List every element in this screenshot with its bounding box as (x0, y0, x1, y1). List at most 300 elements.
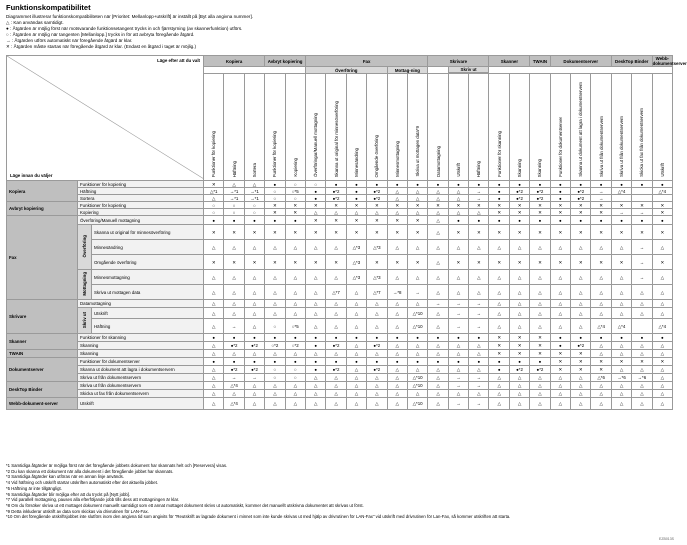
printer-sub-skriv-ut: Skriv ut (448, 67, 489, 73)
compat-cell: → (632, 270, 652, 285)
compat-cell: △ (611, 270, 631, 285)
compat-cell: ● (469, 181, 489, 188)
compat-cell: ✕ (611, 255, 631, 270)
compat-cell: ✕ (571, 225, 591, 240)
compat-cell: ●*2 (571, 195, 591, 202)
footnote: *8 Om du försöker skriva ut ett mottaget dokument manuellt samtidigt som ett annat mottaget dokument skrivs ut automatiskt, kommer det manuellt utskrivna dokumentet att skrivas ut först. (6, 502, 364, 508)
compat-cell: △ (346, 374, 366, 382)
compat-cell: ● (428, 358, 448, 366)
compat-cell: ● (244, 216, 264, 225)
compat-cell: ●*2 (367, 195, 387, 202)
compat-cell: △ (387, 300, 407, 308)
column-header-label: Utskrift (659, 163, 665, 177)
compat-cell: △ (224, 285, 244, 300)
compat-cell: ○ (204, 202, 224, 209)
compat-cell: ●*2 (367, 366, 387, 374)
compat-cell: ● (326, 181, 346, 188)
column-header (469, 74, 489, 181)
compat-cell: ✕ (550, 358, 570, 366)
compat-cell: △ (509, 240, 529, 255)
table-row (7, 350, 673, 358)
compat-cell: → (632, 255, 652, 270)
compat-cell: ○ (285, 366, 305, 374)
compat-cell: ✕ (265, 202, 285, 209)
row-function: Minnesändring (92, 240, 204, 255)
compat-cell: → (469, 308, 489, 319)
compat-cell: ○ (204, 209, 224, 216)
compat-cell: △ (652, 308, 672, 319)
compat-cell: ✕ (387, 255, 407, 270)
compat-cell: △ (204, 240, 224, 255)
compat-cell: ✕ (204, 181, 224, 188)
row-function: Häftning (92, 319, 204, 334)
compat-cell: ✕ (550, 255, 570, 270)
table-row (7, 374, 673, 382)
compat-cell: ✕ (367, 255, 387, 270)
compat-cell: → (469, 300, 489, 308)
compat-cell: △ (428, 188, 448, 195)
compat-cell: ✕ (571, 209, 591, 216)
compat-cell: ● (244, 358, 264, 366)
compat-cell: ✕ (611, 202, 631, 209)
compat-cell: △ (265, 382, 285, 390)
compat-cell: △ (611, 300, 631, 308)
column-header-label: Funktioner för skanning (496, 131, 502, 177)
compat-cell: △ (448, 285, 468, 300)
compat-cell: → (469, 188, 489, 195)
row-function: Häftning (78, 188, 204, 195)
compat-cell: ✕ (509, 255, 529, 270)
compat-cell: △ (326, 300, 346, 308)
compat-cell: △ (407, 300, 427, 308)
row-function: Skicka ut fax från dokumentservern (78, 390, 204, 398)
row-subcategory (78, 225, 92, 270)
compat-cell: △ (611, 308, 631, 319)
compat-cell: ✕ (591, 202, 611, 209)
compat-cell: △*4 (591, 319, 611, 334)
compat-cell: △ (571, 319, 591, 334)
compat-cell: → (224, 374, 244, 382)
compat-cell: ✕ (305, 202, 325, 209)
compat-cell: ✕ (550, 225, 570, 240)
compat-cell: △ (305, 319, 325, 334)
compat-cell: △ (591, 285, 611, 300)
compat-cell: △ (244, 270, 264, 285)
table-row (7, 390, 673, 398)
compat-cell: ●*2 (224, 366, 244, 374)
table-row (7, 202, 673, 209)
compat-cell: ●*2 (326, 342, 346, 350)
intro-line: △ : Kan användas samtidigt. (6, 20, 64, 26)
footnote: *5 Häftning är inte tillgängligt. (6, 485, 62, 491)
compat-cell: ○ (265, 366, 285, 374)
compat-cell: △ (407, 195, 427, 202)
table-row (7, 209, 673, 216)
row-category: Fax (7, 216, 78, 300)
compat-cell: ● (591, 181, 611, 188)
compat-cell: △*4 (611, 188, 631, 195)
compat-cell: ●*2 (509, 366, 529, 374)
compat-cell: △ (428, 270, 448, 285)
compat-cell: △ (387, 398, 407, 410)
row-category: Skanner (7, 334, 78, 350)
compat-cell: △ (591, 382, 611, 390)
compat-cell: ✕ (571, 202, 591, 209)
compat-cell: △ (469, 342, 489, 350)
compat-cell: △ (509, 382, 529, 390)
compat-cell: △ (632, 398, 652, 410)
compat-cell: ● (611, 334, 631, 342)
compat-cell: △*4 (224, 382, 244, 390)
compat-cell: ✕ (550, 202, 570, 209)
column-header (448, 74, 468, 181)
column-header (326, 74, 346, 181)
compat-cell: →*8 (387, 285, 407, 300)
compat-cell: △*3 (346, 255, 366, 270)
compat-cell: △ (591, 390, 611, 398)
compat-cell: △ (407, 240, 427, 255)
compat-cell: △ (305, 240, 325, 255)
compat-cell: △ (489, 308, 509, 319)
compat-cell: △ (448, 270, 468, 285)
compat-cell: △ (367, 300, 387, 308)
compat-cell: △ (224, 390, 244, 398)
column-header-label: Kopiering (292, 158, 298, 177)
compat-cell: ○ (265, 374, 285, 382)
row-category: Skrivare (7, 300, 78, 334)
compat-cell: △ (367, 308, 387, 319)
compat-cell: ✕ (652, 202, 672, 209)
compat-cell: △ (285, 308, 305, 319)
row-function: Skanna ut original för minnesöverföring (92, 225, 204, 240)
compat-cell: △ (285, 270, 305, 285)
group-header: TWAIN (530, 56, 550, 67)
compat-cell: △ (305, 398, 325, 410)
compat-cell: ✕ (489, 342, 509, 350)
compat-cell: ✕ (571, 366, 591, 374)
compat-cell: △ (305, 285, 325, 300)
column-header (387, 74, 407, 181)
row-function: Funktioner för skanning (78, 334, 204, 342)
compat-cell: ✕ (591, 209, 611, 216)
compat-cell: △ (367, 350, 387, 358)
compat-cell: △ (530, 319, 550, 334)
compat-cell: ✕ (530, 209, 550, 216)
compat-cell: ✕ (550, 366, 570, 374)
compat-cell: ○*2 (265, 342, 285, 350)
compat-cell: ✕ (591, 366, 611, 374)
table-row (7, 195, 673, 202)
compat-cell: △ (428, 374, 448, 382)
compat-cell: ● (530, 216, 550, 225)
table-row (7, 382, 673, 390)
compat-cell: →*1 (244, 195, 264, 202)
table-row (7, 181, 673, 188)
compat-cell: → (448, 382, 468, 390)
compat-cell: →*6 (611, 374, 631, 382)
compat-cell: ● (571, 181, 591, 188)
compat-cell: △ (652, 350, 672, 358)
compat-cell: △ (305, 209, 325, 216)
compat-cell: △ (652, 300, 672, 308)
compat-cell: →*1 (224, 195, 244, 202)
compat-cell: △ (611, 382, 631, 390)
compat-cell: ● (489, 366, 509, 374)
column-header (591, 74, 611, 181)
footnote: *3 Samtidiga åtgärder kan utföras när en annan linje används. (6, 474, 125, 480)
compat-cell: △ (550, 270, 570, 285)
compat-cell: ●*2 (530, 195, 550, 202)
compat-cell: △ (530, 398, 550, 410)
compatibility-table (6, 55, 687, 410)
compat-cell: △ (571, 398, 591, 410)
compat-cell: ● (550, 195, 570, 202)
compat-cell: △ (326, 319, 346, 334)
row-category: Kopiera (7, 181, 78, 202)
compat-cell: △*4 (652, 188, 672, 195)
compat-cell: → (224, 319, 244, 334)
row-function: Överföring/Manuell mottagning (78, 216, 204, 225)
compat-cell: △ (652, 382, 672, 390)
compat-cell: △ (428, 240, 448, 255)
compat-cell: △ (387, 382, 407, 390)
compat-cell: △ (244, 240, 264, 255)
compat-cell: △ (305, 390, 325, 398)
compat-cell: → (469, 398, 489, 410)
compat-cell: ✕ (530, 225, 550, 240)
row-function: Skriva ut från dokumentservern (78, 382, 204, 390)
compat-cell: ● (407, 358, 427, 366)
row-subcategory-label: Skriv ut (82, 311, 87, 329)
compat-cell: △ (428, 216, 448, 225)
compat-cell: △ (509, 398, 529, 410)
compat-cell: ✕ (346, 216, 366, 225)
compat-cell: △ (632, 285, 652, 300)
compat-cell: → (611, 209, 631, 216)
compat-cell: △ (448, 366, 468, 374)
column-header-label: Omgående överföring (374, 134, 380, 177)
compat-cell: ✕ (509, 209, 529, 216)
compat-cell: △*6 (591, 374, 611, 382)
column-header-label: Skriva ut från dokumentservern (619, 115, 625, 177)
compat-cell: △ (326, 390, 346, 398)
compat-cell: △ (387, 270, 407, 285)
compat-cell: △ (591, 240, 611, 255)
table-row (7, 366, 673, 374)
compat-cell: △ (387, 308, 407, 319)
compat-cell: ●*2 (509, 188, 529, 195)
compat-cell: ● (652, 334, 672, 342)
compat-cell: △ (265, 270, 285, 285)
compat-cell: ● (448, 216, 468, 225)
compat-cell: △ (407, 342, 427, 350)
compat-cell: → (448, 319, 468, 334)
column-header-label: Skriva ut mottagen data*9 (415, 126, 421, 177)
compat-cell: → (448, 300, 468, 308)
compat-cell: ● (326, 358, 346, 366)
compat-cell: ✕ (530, 202, 550, 209)
compat-cell: △ (407, 366, 427, 374)
mode-after-label: Läge efter att du valt (157, 58, 201, 63)
compat-cell: ● (448, 358, 468, 366)
compat-cell: △ (530, 390, 550, 398)
compat-cell: ○*2 (285, 342, 305, 350)
compat-cell: △ (571, 270, 591, 285)
compat-cell: ✕ (224, 255, 244, 270)
compat-cell: △ (428, 285, 448, 300)
column-header-label: Sortera (251, 162, 257, 177)
row-function: Datamottagning (78, 300, 204, 308)
compat-cell: △ (407, 209, 427, 216)
compat-cell: △ (346, 350, 366, 358)
compat-cell: △ (632, 390, 652, 398)
compat-cell: ✕ (591, 255, 611, 270)
compat-cell: △ (469, 240, 489, 255)
compat-cell: ● (428, 181, 448, 188)
compat-cell: △ (591, 270, 611, 285)
footnote: *9 Detta inkluderar utskrift av data som skickas via drivrutinen för LAN-Fax. (6, 508, 149, 514)
compat-cell: △ (509, 270, 529, 285)
compat-cell: ● (571, 334, 591, 342)
compat-cell: △ (244, 390, 264, 398)
row-function: Kopiering (78, 209, 204, 216)
compat-cell: ● (265, 216, 285, 225)
column-header (224, 74, 244, 181)
intro-line: → : Åtgärden utförs automatiskt när föregående åtgärd är klar. (6, 38, 133, 44)
column-header (632, 74, 652, 181)
compat-cell: ●*2 (244, 342, 264, 350)
table-row (7, 225, 673, 240)
compat-cell: △*10 (407, 319, 427, 334)
compat-cell: △ (550, 300, 570, 308)
compat-cell: ✕ (652, 209, 672, 216)
compat-cell: ✕ (489, 209, 509, 216)
compat-cell: △ (469, 366, 489, 374)
column-header (244, 74, 264, 181)
table-row (7, 285, 673, 300)
compat-cell: ✕ (469, 202, 489, 209)
compat-cell: ● (550, 334, 570, 342)
compat-cell: ✕ (305, 225, 325, 240)
footnote: *4 Vid häftning och utskrift startar utskriften automatiskt efter det aktuella jobbet. (6, 480, 159, 486)
column-header-label: Skicka ut fax från dokumentservern (639, 108, 645, 177)
compat-cell: ✕ (652, 358, 672, 366)
compat-cell: △ (652, 398, 672, 410)
compat-cell: △ (265, 240, 285, 255)
compat-cell: △ (285, 390, 305, 398)
compat-cell: △ (469, 270, 489, 285)
compat-cell: △ (509, 374, 529, 382)
compat-cell: △ (326, 240, 346, 255)
column-header-label: Datamottagning (435, 146, 441, 177)
compat-cell: △ (204, 195, 224, 202)
compat-cell: △ (611, 366, 631, 374)
compat-cell: △ (244, 398, 264, 410)
column-header (285, 74, 305, 181)
compat-cell: △ (407, 390, 427, 398)
compat-cell: △ (530, 382, 550, 390)
column-header (530, 74, 550, 181)
compat-cell: ● (285, 334, 305, 342)
compat-cell: △ (611, 390, 631, 398)
compat-cell: △*10 (407, 374, 427, 382)
compat-cell: ● (346, 195, 366, 202)
compat-cell: △ (346, 366, 366, 374)
compat-cell: △ (550, 308, 570, 319)
compat-cell: → (448, 398, 468, 410)
compat-cell: ●*2 (224, 342, 244, 350)
compat-cell: ✕ (550, 350, 570, 358)
compat-cell: △ (387, 188, 407, 195)
compat-cell: △ (387, 240, 407, 255)
compat-cell: △ (489, 300, 509, 308)
compat-cell: △ (611, 398, 631, 410)
compat-cell: △ (448, 195, 468, 202)
compat-cell: ✕ (244, 225, 264, 240)
footnote: *6 Samtidiga åtgärder blir möjliga efter att du tryckt på [Nytt jobb]. (6, 491, 131, 497)
group-header: Webb-dokumentserver (652, 56, 687, 66)
compat-cell: △ (571, 390, 591, 398)
compat-cell: △ (204, 350, 224, 358)
compat-cell: △ (305, 374, 325, 382)
compat-cell: → (632, 240, 652, 255)
compat-cell: → (448, 308, 468, 319)
compat-cell: ✕ (326, 225, 346, 240)
compat-cell: △ (346, 398, 366, 410)
column-header-label: Funktioner för dokumentserver (557, 117, 563, 177)
intro-line: ○ : Åtgärden är möjlig när tangenten [Mellanlopp.] trycks in för att avbryta föregående åtgärd. (6, 32, 195, 38)
compat-cell: △ (346, 319, 366, 334)
compat-cell: △ (530, 300, 550, 308)
compat-cell: ✕ (407, 216, 427, 225)
compat-cell: ✕ (204, 225, 224, 240)
compat-cell: △ (428, 398, 448, 410)
compat-cell: △ (387, 374, 407, 382)
compat-cell: △ (652, 270, 672, 285)
compat-cell: △ (509, 285, 529, 300)
compat-cell: △ (285, 398, 305, 410)
row-subcategory (78, 308, 92, 334)
footnote: *2 Du kan skanna ett dokument när alla dokument i det föregående jobbet har skannats. (6, 468, 174, 474)
compat-cell: △ (652, 374, 672, 382)
row-subcategory-label: Mottagning (82, 272, 87, 296)
compat-cell: ✕ (489, 225, 509, 240)
compat-cell: ✕ (571, 358, 591, 366)
compat-cell: ○ (224, 209, 244, 216)
compat-cell: ○*5 (285, 319, 305, 334)
compat-cell: ● (285, 358, 305, 366)
compat-cell: ● (346, 188, 366, 195)
compat-cell: △ (530, 285, 550, 300)
compat-cell: △ (305, 270, 325, 285)
compat-cell: △ (632, 366, 652, 374)
compat-cell: △*4 (224, 398, 244, 410)
compat-cell: ● (489, 358, 509, 366)
fax-sub-mottagning: Mottag-ning (387, 67, 428, 74)
compat-cell: △ (591, 398, 611, 410)
compat-cell: ● (387, 358, 407, 366)
compat-cell: △ (611, 350, 631, 358)
column-header (428, 74, 448, 181)
page-title: Funktionskompatibilitet (6, 3, 91, 12)
compat-cell: → (448, 374, 468, 382)
compat-cell: △ (611, 342, 631, 350)
compat-cell: △ (652, 285, 672, 300)
compat-cell: △*4 (652, 319, 672, 334)
compat-cell: △ (469, 350, 489, 358)
compat-cell: △ (571, 300, 591, 308)
intro-line: ✕ : Åtgärden måste startas när föregående åtgärd är klar. (Endast en åtgärd i taget är möjlig.) (6, 44, 196, 50)
